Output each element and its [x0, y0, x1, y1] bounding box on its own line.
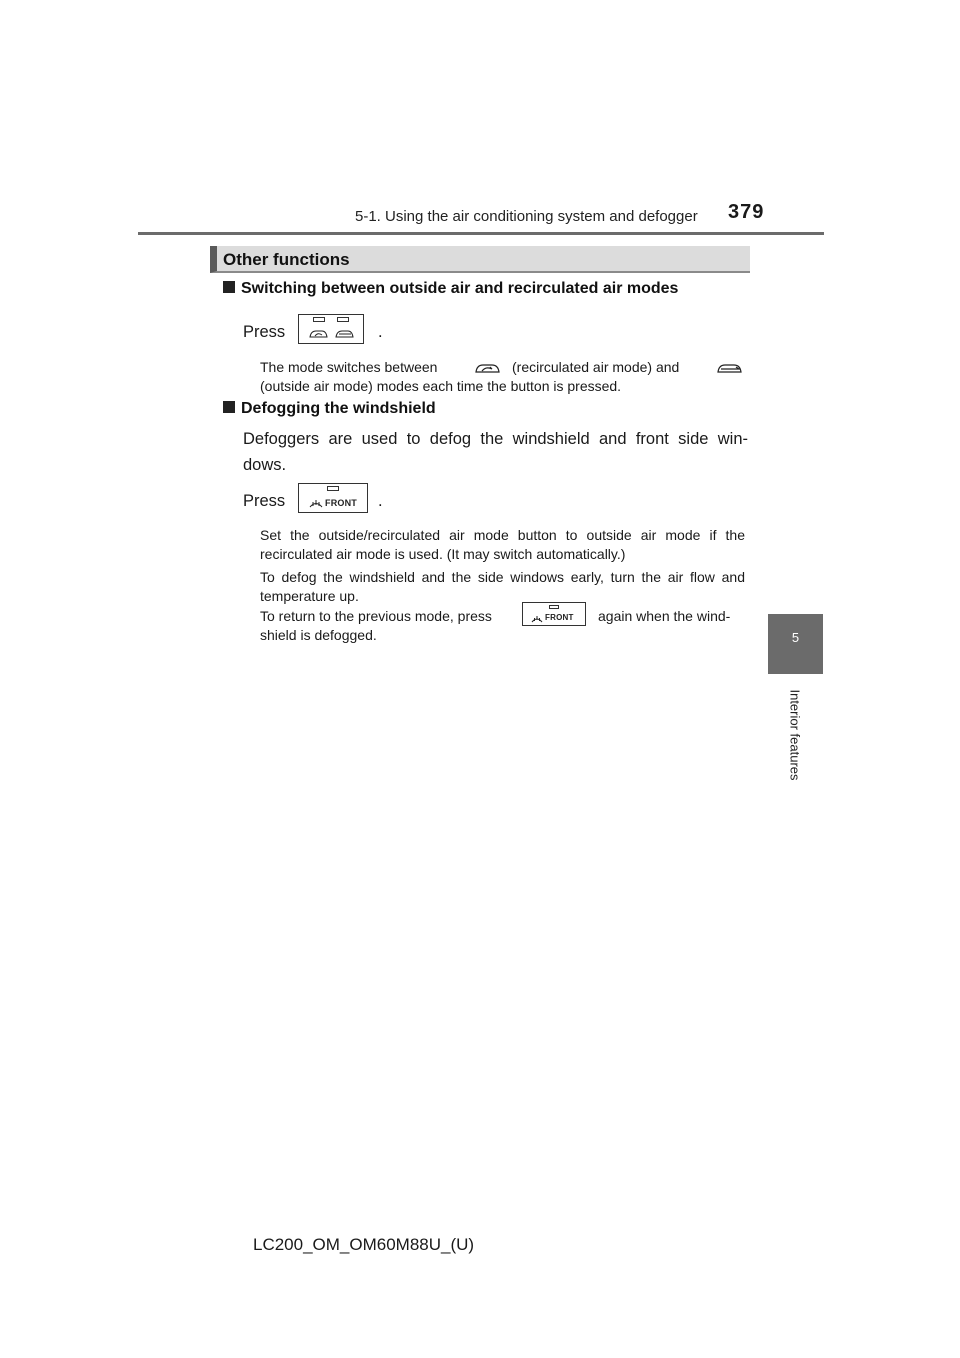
defog-note1-line1: Set the outside/recirculated air mode button to outside air mode if the: [260, 527, 745, 543]
defog-note3-part2: again when the wind-: [598, 608, 731, 624]
document-code: LC200_OM_OM60M88U_(U): [253, 1235, 475, 1254]
chapter-title: 5-1. Using the air conditioning system and defogger: [355, 208, 698, 225]
recirculation-press-suffix: .: [378, 323, 383, 341]
indicator-light: [313, 317, 325, 322]
front-button-label: FRONT: [545, 613, 574, 622]
indicator-light: [337, 317, 349, 322]
chapter-side-label: Interior features: [787, 689, 803, 781]
square-bullet-icon: [223, 401, 235, 413]
defog-description-line2: dows.: [243, 456, 287, 474]
recirculation-note-part3: (outside air mode) modes each time the button is pressed.: [260, 378, 622, 394]
outside-air-icon: [716, 361, 744, 375]
recirculation-heading: Switching between outside air and recirculated air modes: [223, 280, 678, 298]
recirculation-icon: [308, 327, 356, 341]
defog-heading: Defogging the windshield: [223, 400, 436, 418]
defog-press-suffix: .: [378, 492, 383, 510]
section-title: Other functions: [223, 250, 350, 269]
recirculation-note-part1: The mode switches between: [260, 359, 438, 375]
square-bullet-icon: [223, 281, 235, 293]
recirculation-mode-button: [298, 314, 364, 344]
front-defogger-button-inline: [522, 602, 586, 626]
front-button-label: FRONT: [325, 498, 357, 508]
windshield-defogger-icon: [531, 613, 543, 623]
front-defogger-button: [298, 483, 368, 513]
indicator-light: [549, 605, 559, 609]
recirculated-air-icon: [474, 361, 502, 375]
recirculation-press-label: Press: [243, 323, 286, 341]
indicator-light: [327, 486, 339, 491]
defog-note3-line2: shield is defogged.: [260, 627, 377, 643]
defog-note3-part1: To return to the previous mode, press: [260, 608, 492, 624]
defog-press-label: Press: [243, 492, 286, 510]
defog-description-line1: Defoggers are used to defog the windshield and front side win-: [243, 430, 748, 448]
header-rule: [138, 232, 824, 235]
defog-note2-line1: To defog the windshield and the side windows early, turn the air flow and: [260, 569, 745, 585]
page-number: 379: [728, 201, 765, 223]
defog-note2-line2: temperature up.: [260, 588, 359, 604]
windshield-defogger-icon: [309, 497, 323, 509]
chapter-tab-number: 5: [791, 630, 800, 645]
recirculation-note-part2: (recirculated air mode) and: [512, 359, 680, 375]
defog-note1-line2: recirculated air mode is used. (It may switch automatically.): [260, 546, 626, 562]
